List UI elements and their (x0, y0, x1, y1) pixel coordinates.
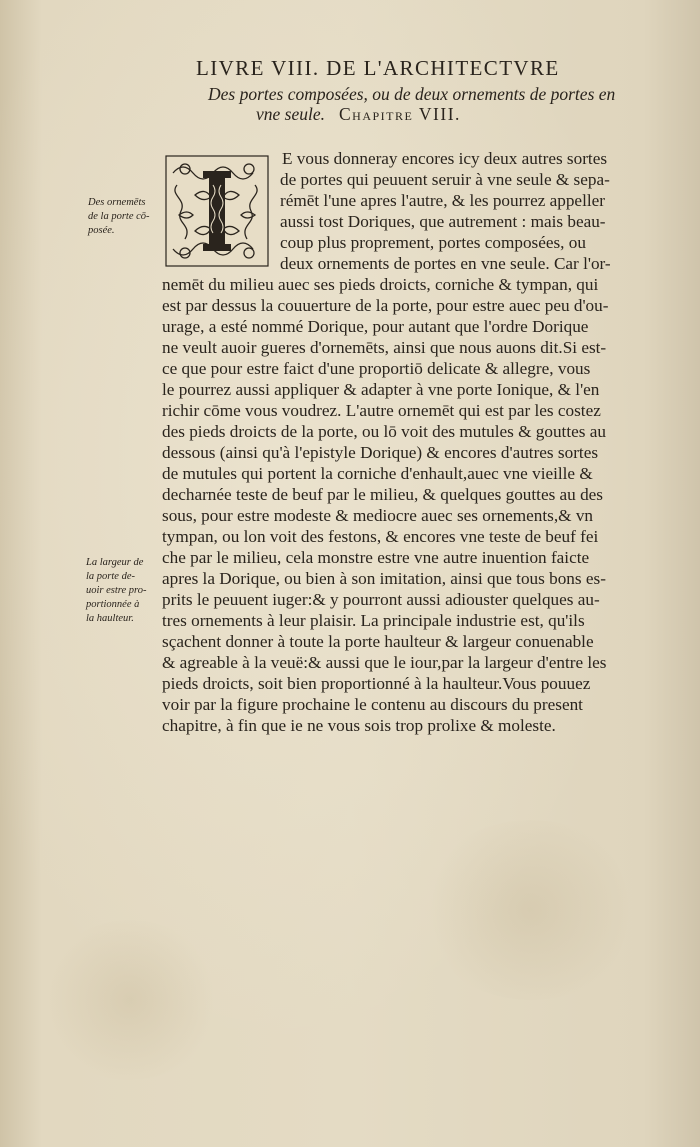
text-line: chapitre, à fin que ie ne vous sois trop prolixe & moleste. (162, 716, 556, 735)
margin-note-line: La largeur de (86, 557, 144, 568)
text-line: sous, pour estre modeste & mediocre auec ses ornements,& vn (162, 506, 594, 525)
margin-note-line: la porte de- (86, 571, 135, 582)
text-line: rémēt l'une apres l'autre, & les pourrez appeller (280, 191, 605, 210)
margin-note-line: la haulteur. (86, 613, 134, 624)
text-line: richir cōme vous voudrez. L'autre ornemēt qui est par les costez (162, 401, 601, 420)
margin-note-line: posée. (88, 225, 115, 236)
text-line: E vous donneray encores icy deux autres sortes (282, 149, 608, 168)
text-line: coup plus proprement, portes composées, ou (280, 233, 586, 252)
chapter-title-line2: vne seule. (256, 104, 325, 124)
text-line: sçachent donner à toute la porte haulteur & largeur conuenable (162, 632, 594, 651)
text-line: ce que pour estre faict d'une proportiō delicate & allegre, vous (162, 359, 591, 378)
chapter-title (208, 84, 628, 124)
margin-note-line: Des ornemēts (88, 197, 146, 208)
text-line: le pourrez aussi appliquer & adapter à vne porte Ionique, & l'en (162, 380, 600, 399)
text-line: de portes qui peuuent seruir à vne seule & sepa- (280, 170, 610, 189)
paper-stain (420, 820, 640, 1000)
text-line: de mutules qui portent la corniche d'enhault,auec vne vieille & (162, 464, 593, 483)
text-line: voir par la figure prochaine le contenu au discours du present (162, 695, 583, 714)
running-header: LIVRE VIII. DE L'ARCHITECTVRE (196, 56, 560, 80)
text-line: tympan, ou lon voit des festons, & encores vne teste de beuf fei (162, 527, 599, 546)
paper-stain (40, 920, 220, 1080)
text-line: urage, a esté nommé Dorique, pour autant que l'ordre Dorique (162, 317, 589, 336)
text-line: tres ornements à leur plaisir. La principale industrie est, qu'ils (162, 611, 585, 630)
text-line: & agreable à la veuë:& aussi que le iour,par la largeur d'entre les (162, 653, 607, 672)
text-line: apres la Dorique, ou bien à son imitation, ainsi que tous bons es- (162, 569, 606, 588)
chapter-title-line1: Des portes composées, ou de deux ornements de portes en (208, 84, 616, 104)
margin-note-line: portionnée à (86, 599, 140, 610)
text-line: est par dessus la couuerture de la porte, pour estre auec peu d'ou- (162, 296, 609, 315)
text-line: ne veult auoir gueres d'ornemēts, ainsi que nous auons dit.Si est- (162, 338, 607, 357)
margin-note-width (86, 556, 146, 626)
text-line: pieds droicts, soit bien proportionné à la haulteur.Vous pouuez (162, 674, 591, 693)
margin-note-line: de la porte cō- (88, 211, 150, 222)
margin-note-ornaments (88, 196, 150, 238)
text-line: decharnée teste de beuf par le milieu, & quelques gouttes au des (162, 485, 603, 504)
ornamented-initial-letter-icon (165, 155, 269, 267)
text-line: prits le peuuent iuger:& y pourront aussi adiouster quelques au- (162, 590, 600, 609)
text-line: deux ornements de portes en vne seule. Car l'or- (280, 254, 611, 273)
margin-note-line: uoir estre pro- (86, 585, 147, 596)
text-line: che par le milieu, cela monstre estre vne autre inuention faicte (162, 548, 590, 567)
text-line: aussi tost Doriques, que autrement : mais beau- (280, 212, 606, 231)
text-line: dessous (ainsi qu'à l'epistyle Dorique) & encores d'autres sortes (162, 443, 599, 462)
text-line: nemēt du milieu auec ses pieds droicts, corniche & tympan, qui (162, 275, 599, 294)
text-line: des pieds droicts de la porte, ou lō voit des mutules & gouttes au (162, 422, 606, 441)
chapter-label: Chapitre VIII. (339, 104, 461, 124)
